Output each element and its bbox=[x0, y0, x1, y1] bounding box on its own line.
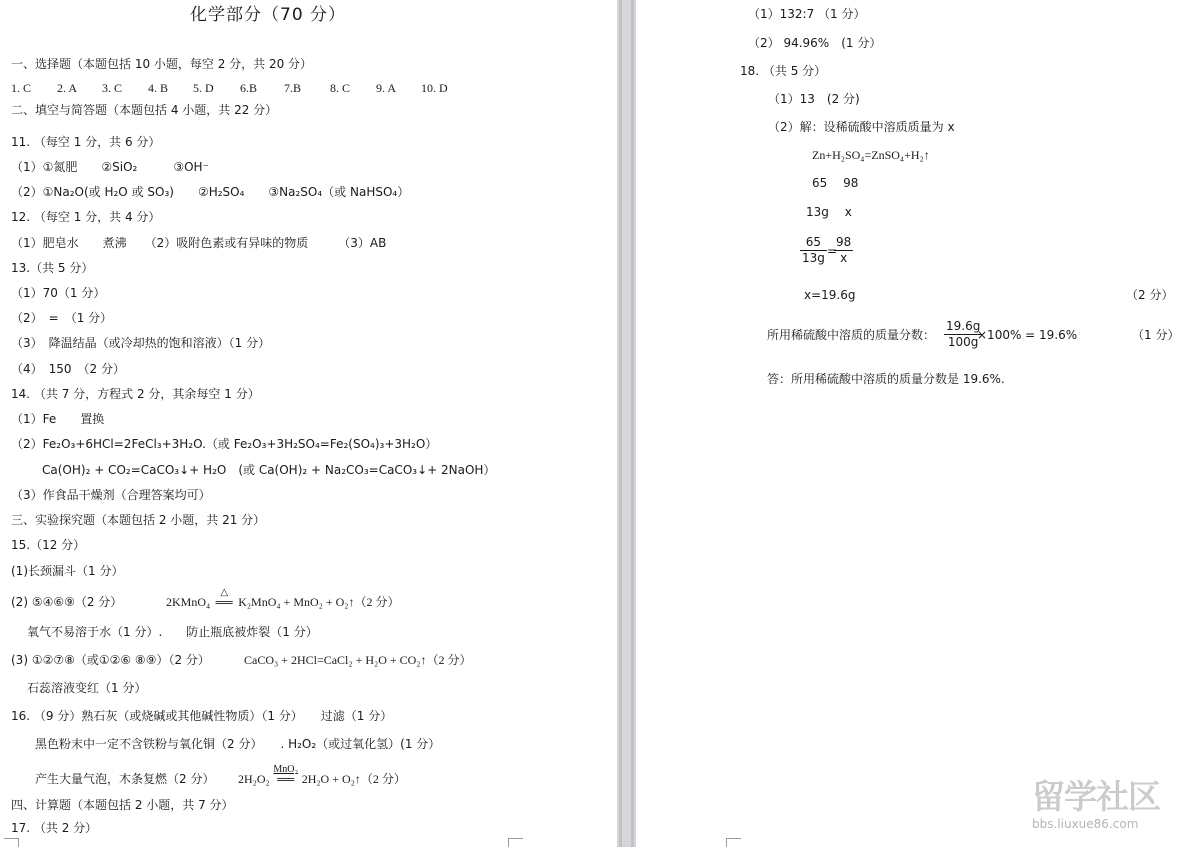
q15-part3-equation: CaCO₃ + 2HCl=CaCl₂ + H₂O + CO₂↑（2 分） bbox=[244, 653, 472, 667]
q15-part1: (1)长颈漏斗（1 分） bbox=[11, 564, 124, 578]
q15-part2-notes: 氧气不易溶于水（1 分）. 防止瓶底被炸裂（1 分） bbox=[27, 625, 318, 639]
percentage-label: 所用稀硫酸中溶质的质量分数： bbox=[767, 328, 936, 342]
q15-part3: (3) ①②⑦⑧（或①②⑥ ⑧⑨）（2 分） bbox=[11, 653, 210, 667]
fraction-numerator: 19.6g bbox=[946, 319, 981, 333]
page-shadow bbox=[619, 0, 622, 847]
q17-part1: （1）132:7 （1 分） bbox=[748, 7, 866, 21]
answer-5: 5. D bbox=[193, 81, 214, 95]
q11-part2: （2）①Na₂O(或 H₂O 或 SO₃) ②H₂SO₄ ③Na₂SO₄（或 NaHSO₄） bbox=[11, 185, 410, 199]
q14-heading: 14. （共 7 分，方程式 2 分，其余每空 1 分） bbox=[11, 387, 260, 401]
q13-part1: （1）70（1 分） bbox=[11, 286, 106, 300]
equation-products: K₂MnO₄ + MnO₂ + O₂↑（2 分） bbox=[238, 595, 400, 609]
crop-mark bbox=[508, 838, 523, 847]
q15-part2: (2) ⑤④⑥⑨（2 分） bbox=[11, 595, 123, 609]
watermark-url: bbs.liuxue86.com bbox=[1032, 817, 1139, 831]
q18-heading: 18. （共 5 分） bbox=[740, 64, 827, 78]
x-result: x=19.6g bbox=[804, 288, 856, 302]
answer-3: 3. C bbox=[102, 81, 123, 95]
heat-symbol: △ bbox=[220, 587, 229, 598]
answer-6: 6.B bbox=[240, 81, 258, 95]
q16-equation bbox=[238, 764, 406, 787]
q12-answers: （1）肥皂水 煮沸 （2）吸附色素或有异味的物质 （3）AB bbox=[11, 236, 387, 250]
q15-heading: 15.（12 分） bbox=[11, 538, 86, 552]
document-page-right bbox=[636, 0, 1202, 847]
page-shadow bbox=[631, 0, 634, 847]
equation-arrow: MnO₂ ══ bbox=[270, 771, 302, 787]
catalyst-label: MnO₂ bbox=[273, 764, 298, 775]
x-result-score: （2 分） bbox=[1126, 288, 1174, 302]
q13-part4: （4） 150 （2 分） bbox=[11, 362, 125, 376]
q16-line2: 黑色粉末中一定不含铁粉与氧化铜（2 分） . H₂O₂（或过氧化氢）(1 分） bbox=[35, 737, 441, 751]
q12-heading: 12. （每空 1 分，共 4 分） bbox=[11, 210, 161, 224]
q14-part1: （1）Fe 置换 bbox=[11, 412, 105, 426]
answer-7: 7.B bbox=[284, 81, 302, 95]
q18-part1: （1）13 (2 分) bbox=[768, 92, 860, 106]
molar-mass-row: 65 98 bbox=[812, 176, 859, 190]
q16-line1: 16. （9 分）熟石灰（或烧碱或其他碱性物质）（1 分） 过滤（1 分） bbox=[11, 709, 393, 723]
proportion-left bbox=[800, 235, 827, 266]
answer-4: 4. B bbox=[148, 81, 169, 95]
section-heading-choice: 一、选择题（本题包括 10 小题，每空 2 分，共 20 分） bbox=[11, 57, 313, 71]
percentage-result: ×100% = 19.6% bbox=[977, 328, 1078, 342]
equation-arrow: △ ══ bbox=[210, 594, 238, 610]
equation-reactant: 2KMnO₄ bbox=[166, 595, 211, 609]
fraction-denominator: 13g bbox=[802, 251, 825, 265]
fraction-numerator: 65 bbox=[800, 235, 827, 251]
equation-reactant: 2H₂O₂ bbox=[238, 772, 270, 786]
q14-part3: （3）作食品干燥剂（合理答案均可） bbox=[11, 488, 211, 502]
site-watermark bbox=[1032, 777, 1188, 839]
fraction-denominator: 100g bbox=[947, 335, 979, 349]
q11-heading: 11. （每空 1 分，共 6 分） bbox=[11, 135, 161, 149]
q14-part2-continued: Ca(OH)₂ + CO₂=CaCO₃↓+ H₂O (或 Ca(OH)₂ + Na₂CO₃=CaCO₃↓+ 2NaOH） bbox=[42, 463, 496, 477]
answer-2: 2. A bbox=[57, 81, 78, 95]
crop-mark bbox=[4, 838, 19, 847]
q15-equation bbox=[166, 587, 400, 610]
percentage-score: （1 分） bbox=[1132, 328, 1180, 342]
watermark-logo-text: 留学社区 bbox=[1032, 777, 1160, 816]
answer-8: 8. C bbox=[330, 81, 351, 95]
section-heading-fill: 二、填空与简答题（本题包括 4 小题，共 22 分） bbox=[11, 103, 278, 117]
q17-heading: 17. （共 2 分） bbox=[11, 821, 98, 835]
q16-line3: 产生大量气泡，木条复燃（2 分） bbox=[35, 772, 215, 786]
answer-10: 10. D bbox=[421, 81, 448, 95]
section-heading-calc: 四、计算题（本题包括 2 小题，共 7 分） bbox=[11, 798, 234, 812]
q17-part2: （2） 94.96% (1 分） bbox=[748, 36, 882, 50]
q15-part3-result: 石蕊溶液变红（1 分） bbox=[27, 681, 147, 695]
crop-mark bbox=[726, 838, 741, 847]
section-heading-experiment: 三、实验探究题（本题包括 2 小题，共 21 分） bbox=[11, 513, 266, 527]
fraction-numerator: 98 bbox=[836, 235, 852, 249]
q18-part2: （2）解：设稀硫酸中溶质质量为 x bbox=[768, 120, 955, 134]
answer-1: 1. C bbox=[11, 81, 32, 95]
page-gutter bbox=[617, 0, 636, 847]
equals-sign: = bbox=[827, 244, 838, 258]
answer-9: 9. A bbox=[376, 81, 397, 95]
q13-heading: 13.（共 5 分） bbox=[11, 261, 94, 275]
q13-part2: （2） = （1 分） bbox=[11, 311, 113, 325]
q13-part3: （3） 降温结晶（或冷却热的饱和溶液）（1 分） bbox=[11, 336, 271, 350]
page-title: 化学部分（70 分） bbox=[190, 5, 347, 25]
q14-part2: （2）Fe₂O₃+6HCl=2FeCl₃+3H₂O.（或 Fe₂O₃+3H₂SO₄=Fe₂(SO₄)₃+3H₂O） bbox=[11, 437, 438, 451]
proportion-right bbox=[834, 235, 853, 266]
fraction-denominator: x bbox=[840, 251, 848, 265]
q11-part1: （1）①氮肥 ②SiO₂ ③OH⁻ bbox=[11, 160, 209, 174]
final-answer: 答：所用稀硫酸中溶质的质量分数是 19.6%. bbox=[767, 372, 1005, 386]
mass-row: 13g x bbox=[806, 205, 852, 219]
equation-products: 2H₂O + O₂↑（2 分） bbox=[301, 772, 406, 786]
reaction-equation: Zn+H₂SO₄=ZnSO₄+H₂↑ bbox=[812, 148, 930, 162]
